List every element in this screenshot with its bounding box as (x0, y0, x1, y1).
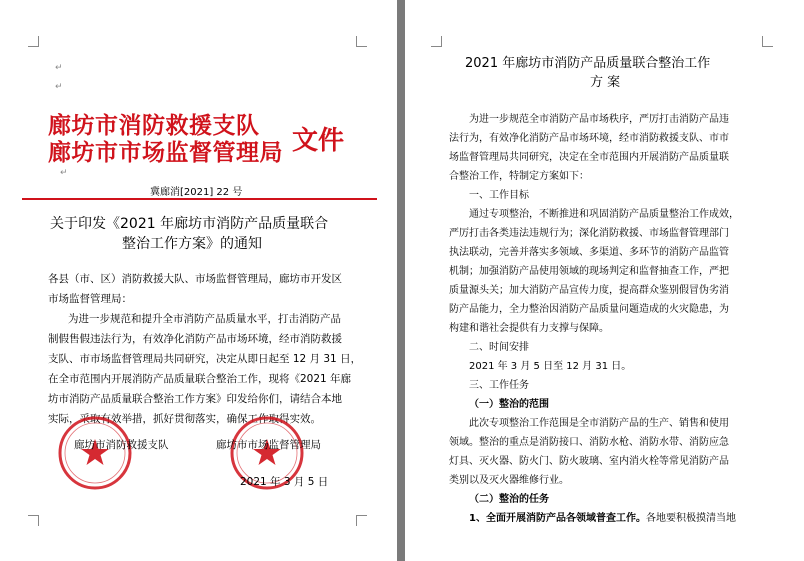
goal-line: 机制；加强消防产品使用领域的现场判定和监督抽查工作，严把 (449, 266, 729, 277)
signer-left: 廊坊市消防救援支队 (74, 439, 169, 451)
intro-line: 场监督管理局共同研究，决定在全市范围内开展消防产品质量联 (449, 152, 729, 163)
signer-right: 廊坊市市场监督管理局 (216, 439, 321, 451)
body-line: 在全市范围内开展消防产品质量联合整治工作，现将《2021 年廊 (48, 373, 352, 385)
wenjian-heading: 文件 (292, 126, 345, 156)
document-page-1 (0, 0, 397, 561)
body-line: 实际，采取有效举措，抓好贯彻落实，确保工作取得实效。 (48, 413, 321, 425)
task-1-bold: 1、全面开展消防产品各领域普查工作。 (469, 513, 646, 524)
intro-line: 为进一步规范全市消防产品市场秩序，严厉打击消防产品违 (469, 114, 729, 125)
section-heading-tasks: 三、工作任务 (469, 380, 529, 391)
body-line: 制假售假违法行为，有效净化消防产品市场环境，经市消防救援 (48, 333, 342, 345)
paragraph-mark-icon: ↵ (55, 82, 63, 92)
crop-mark (356, 36, 367, 47)
goal-line: 执法联动，完善并落实多领域、多渠道、多环节的消防产品监管 (449, 247, 729, 258)
paragraph-mark-icon: ↵ (60, 168, 68, 178)
notice-title-line-1: 关于印发《2021 年廊坊市消防产品质量联合 (50, 216, 329, 232)
crop-mark (28, 515, 39, 526)
task-1-rest: 各地要积极摸清当地 (645, 513, 736, 524)
goal-line: 通过专项整治，不断推进和巩固消防产品质量整治工作成效， (469, 209, 739, 220)
issuing-org-line-1: 廊坊市消防救援支队 (48, 112, 260, 139)
section-heading-time: 二、时间安排 (469, 342, 529, 353)
subheading-tasks: （二）整治的任务 (469, 494, 549, 505)
scope-line: 灯具、灭火器、防火门、防火玻璃、室内消火栓等常见消防产品 (449, 456, 729, 467)
scope-line: 领域。整治的重点是消防接口、消防水枪、消防水带、消防应急 (449, 437, 729, 448)
document-page-2 (405, 0, 804, 561)
section-heading-goal: 一、工作目标 (469, 190, 529, 201)
paragraph-mark-icon: ↵ (55, 63, 63, 73)
goal-line: 质量源头关；加大消防产品宣传力度，提高群众鉴别假冒伪劣消 (449, 285, 729, 296)
addressee-line-1: 各县（市、区）消防救援大队、市场监督管理局，廊坊市开发区 (48, 273, 342, 285)
crop-mark (28, 36, 39, 47)
plan-title-line-1: 2021 年廊坊市消防产品质量联合整治工作 (465, 56, 711, 71)
body-line: 支队、市市场监督管理局共同研究，决定从即日起至 12 月 31 日， (48, 353, 362, 365)
notice-title-line-2: 整治工作方案》的通知 (122, 236, 262, 252)
subheading-scope: （一）整治的范围 (469, 399, 549, 410)
body-line: 为进一步规范和提升全市消防产品质量水平，打击消防产品 (68, 313, 341, 325)
time-range: 2021 年 3 月 5 日至 12 月 31 日。 (469, 361, 632, 372)
crop-mark (762, 36, 773, 47)
intro-line: 合整治工作，特制定方案如下： (449, 171, 589, 182)
issue-date: 2021 年 3 月 5 日 (240, 476, 329, 488)
body-line: 坊市消防产品质量联合整治工作方案》印发给你们，请结合本地 (48, 393, 342, 405)
issuing-org-line-2: 廊坊市市场监督管理局 (48, 139, 283, 166)
goal-line: 严厉打击各类违法违规行为；深化消防救援、市场监督管理部门 (449, 228, 729, 239)
red-separator-line (22, 198, 377, 200)
goal-line: 构建和谐社会提供有力支撑与保障。 (449, 323, 609, 334)
document-number: 冀廊消[2021] 22 号 (150, 187, 243, 198)
task-1-line (469, 509, 736, 524)
goal-line: 防产品能力，全力整治因消防产品质量问题造成的火灾隐患，为 (449, 304, 729, 315)
plan-title-line-2: 方 案 (590, 75, 621, 90)
addressee-line-2: 市场监督管理局： (48, 293, 132, 305)
official-seal-icon (56, 414, 134, 492)
crop-mark (356, 515, 367, 526)
intro-line: 法行为，有效净化消防产品市场环境，经市消防救援支队、市市 (449, 133, 729, 144)
scope-line: 此次专项整治工作范围是全市消防产品的生产、销售和使用 (469, 418, 729, 429)
crop-mark (431, 36, 442, 47)
scope-line: 类别以及灭火器维修行业。 (449, 475, 569, 486)
